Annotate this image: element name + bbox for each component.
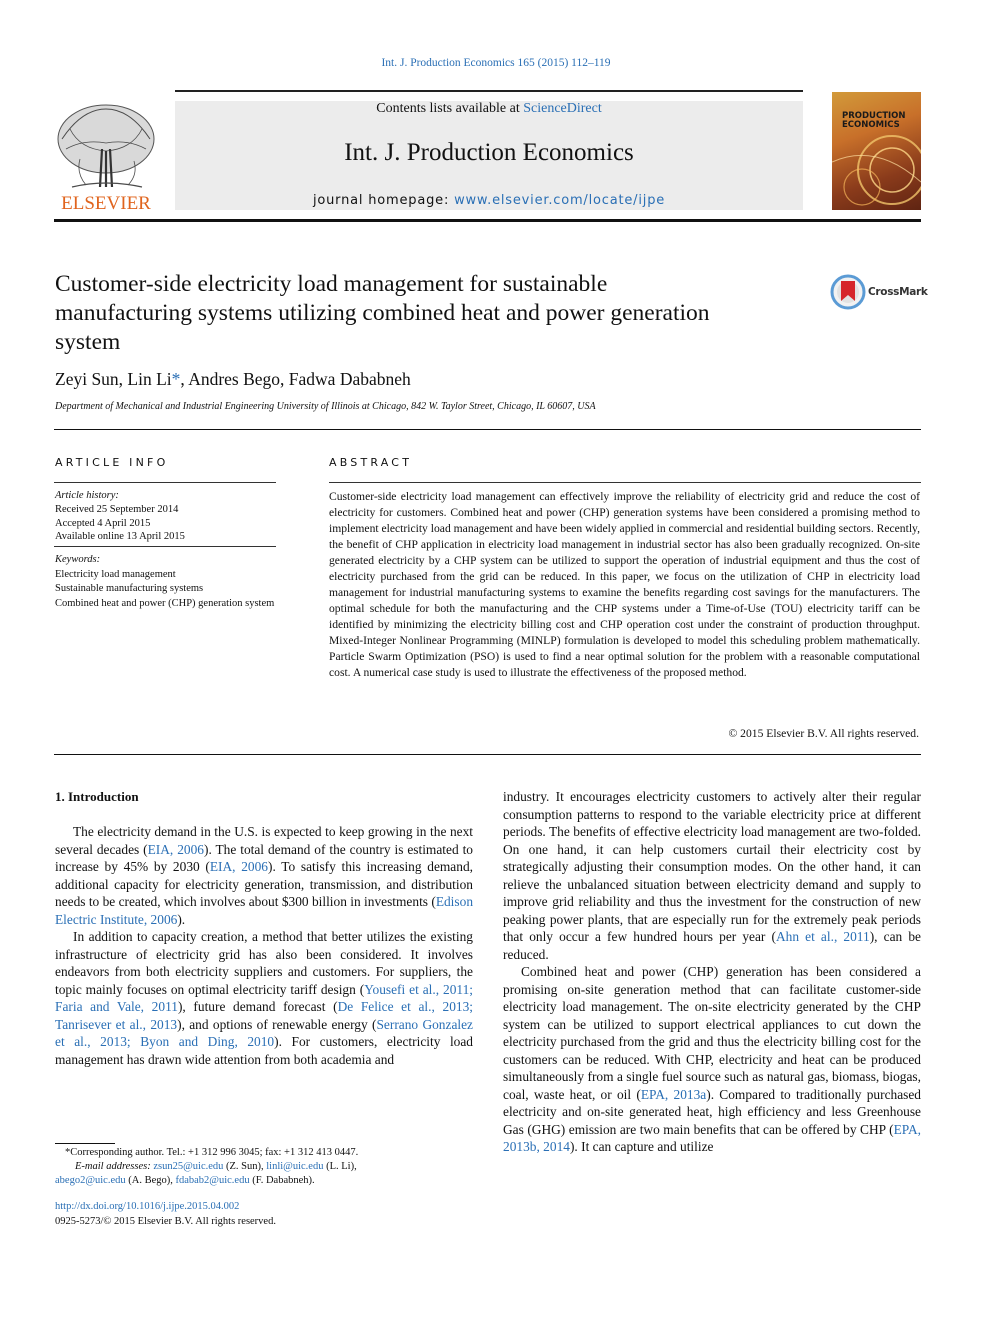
article-title: Customer-side electricity load management for sustainable manufacturing systems utilizing combined heat and power generation system	[55, 271, 710, 355]
body-left-column	[55, 823, 473, 1068]
article-info-heading: ARTICLE INFO	[55, 456, 169, 469]
text-run: In addition to capacity creation, a method that better utilizes the existing infrastructure of electricity grid has also been considered. It involves endeavors from both electricity suppliers and customers. For suppliers, the topic mainly focuses on optimal electricity tariff design (	[55, 929, 473, 997]
text-run: ), can be reduced.	[503, 929, 921, 962]
elsevier-tree-icon	[58, 105, 154, 187]
text-run: ), and options of renewable energy (	[177, 1016, 377, 1032]
email-link[interactable]: zsun25@uic.edu	[153, 1161, 224, 1172]
journal-citation[interactable]: Int. J. Production Economics 165 (2015) 112–119	[381, 57, 611, 69]
text-run: ). Compared to traditionally purchased electricity and on-site generated heat, high efficiency and less Greenhouse Gas (GHG) emission are two main benefits that can be offered by CHP (	[503, 1086, 921, 1137]
citation-link[interactable]: EPA, 2013a	[640, 1086, 707, 1102]
paragraph	[503, 788, 921, 963]
journal-cover[interactable]	[832, 92, 921, 210]
keyword-item: Combined heat and power (CHP) generation system	[55, 597, 275, 609]
sciencedirect-link[interactable]: ScienceDirect	[523, 101, 602, 116]
history-rule	[54, 546, 276, 547]
cover-title	[842, 112, 916, 130]
email-addresses-cont	[55, 1174, 473, 1188]
header-top-rule	[175, 90, 803, 92]
elsevier-wordmark: ELSEVIER	[61, 193, 151, 213]
text-run: ). For customers, electricity load management has drawn wide attention from both academia and	[55, 1034, 474, 1067]
history-label: Article history:	[55, 490, 119, 501]
doi-link[interactable]: http://dx.doi.org/10.1016/j.ijpe.2015.04.002	[55, 1201, 240, 1212]
email-owner: (L. Li),	[323, 1161, 357, 1172]
corresponding-author-note: *Corresponding author. Tel.: +1 312 996 3045; fax: +1 312 413 0447.	[65, 1147, 359, 1158]
email-owner: (F. Dababneh).	[249, 1175, 315, 1186]
authors-after: , Andres Bego, Fadwa Dababneh	[180, 369, 411, 389]
abstract-heading: ABSTRACT	[329, 456, 413, 469]
article-info-rule	[54, 482, 276, 483]
text-run: ).	[177, 911, 186, 927]
corresponding-author-mark[interactable]: *	[171, 369, 181, 389]
citation-link[interactable]: EIA, 2006	[209, 859, 268, 874]
homepage-link[interactable]: www.elsevier.com/locate/ijpe	[454, 193, 666, 208]
email-link[interactable]: abego2@uic.edu	[55, 1175, 126, 1186]
email-addresses	[55, 1160, 473, 1174]
abstract-text: Customer-side electricity load management can effectively improve the reliability of electricity grid and reduce the cost of electricity for customers. Combined heat and power (CHP) generation systems have been considered a promising method to implement electricity load management and have been widely applied in commercial and residential building sectors. Recently, the benefit of CHP application in electricity load management in industrial sector has also been gradually recognized. On-site generated electricity by a CHP system can be utilized to support the operation of industrial equipment and thus the cost of electricity purchased from the grid can be reduced. In this paper, we focus on the utilization of CHP in electricity load management for industrial manufacturing systems to examine the benefits regarding cost savings for the manufacturers. The optimal schedule for both the manufacturing and the CHP systems under a Time-of-Use (TOU) electricity tariff can be identified by minimizing the electricity billing cost and CHP operation cost under the constraint of production throughput. Mixed-Integer Nonlinear Programming (MINLP) formulation is developed to model this scheduling problem mathematically. Particle Swarm Optimization (PSO) is used to find a near optimal solution for the problem with a reasonable computational cost. A numerical case study is used to illustrate the effectiveness of the proposed method.	[329, 490, 920, 679]
journal-homepage	[175, 193, 803, 208]
keyword-item: Sustainable manufacturing systems	[55, 583, 204, 594]
section-heading-introduction: 1. Introduction	[55, 789, 139, 804]
citation-link[interactable]: EPA, 2013b, 2014	[503, 1121, 921, 1154]
text-run: industry. It encourages electricity customers to actively alter their regular consumption patterns to respond to the variable electricity price at different periods. The benefits of effective electricity load management are two-folded. On one hand, it can help customers curtail their electricity cost by strategically adjusting their consumption modes. On the other hand, it can relieve the unbalanced situation between electricity demand and supply to improve grid reliability and thus the investment for the construction of new peaking power plants, that are especially run for the extremely peak periods that only occur a few hundred hours per year (	[503, 789, 921, 944]
text-run: ), future demand forecast (	[177, 999, 338, 1014]
title-bottom-rule	[54, 429, 921, 430]
crossmark-icon	[830, 274, 866, 310]
abstract-bottom-rule	[54, 754, 921, 755]
header-bottom-rule	[54, 219, 921, 222]
email-link[interactable]: linli@uic.edu	[266, 1161, 324, 1172]
affiliation: Department of Mechanical and Industrial Engineering University of Illinois at Chicago, 842 W. Taylor Street, Chicago, IL 60607, USA	[55, 401, 596, 412]
contents-line	[175, 101, 803, 117]
paragraph	[55, 823, 473, 928]
crossmark-label: CrossMark	[868, 286, 928, 298]
history-accepted: Accepted 4 April 2015	[55, 517, 151, 529]
elsevier-logo[interactable]	[52, 99, 160, 213]
paragraph	[55, 928, 473, 1068]
homepage-prefix: journal homepage:	[312, 193, 455, 208]
article-history	[55, 489, 277, 544]
email-link[interactable]: fdabab2@uic.edu	[175, 1175, 250, 1186]
crossmark-badge[interactable]	[830, 274, 930, 312]
citation-link[interactable]: Edison Electric Institute, 2006	[55, 894, 474, 927]
text-run: Combined heat and power (CHP) generation has been considered a promising on-site generation method that can facilitate customer-side electricity load management. The on-site electricity generated by the CHP system can be utilized to support electrical appliances to cut down the electricity purchased from the grid and thus the electricity billing cost for the customers can be reduced. With CHP, electricity and heat can be produced simultaneously from a single fuel source such as natural gas, biomass, biogas, coal, waste heat, or oil (	[503, 964, 921, 1102]
email-owner: (Z. Sun),	[223, 1161, 267, 1172]
citation-link[interactable]: De Felice et al., 2013; Tanrisever et al., 2013	[55, 999, 473, 1032]
cover-line-2: ECONOMICS	[842, 120, 900, 130]
cover-art-icon	[832, 92, 921, 210]
citation-link[interactable]: Ahn et al., 2011	[775, 929, 870, 944]
abstract-rule	[329, 482, 921, 483]
keywords-label: Keywords:	[55, 554, 101, 565]
citation-link[interactable]: EIA, 2006	[147, 841, 204, 857]
paragraph	[503, 963, 921, 1156]
text-run: ). It can capture and utilize	[569, 1139, 714, 1154]
citation-link[interactable]: Serrano Gonzalez et al., 2013; Byon and Ding, 2010	[55, 1016, 473, 1049]
contents-prefix: Contents lists available at	[376, 101, 524, 116]
text-run: ). The total demand of the country is estimated to increase by 45% by 2030 (	[55, 841, 473, 874]
authors-before: Zeyi Sun, Lin Li	[55, 369, 172, 389]
citation-link[interactable]: Yousefi et al., 2011; Faria and Vale, 2011	[55, 981, 473, 1014]
keyword-item: Electricity load management	[55, 568, 176, 580]
footnote-rule	[55, 1143, 115, 1144]
journal-title: Int. J. Production Economics	[344, 139, 634, 166]
footnote	[55, 1146, 473, 1188]
text-run: ). To satisfy this increasing demand, additional capacity for electricity generation, transmission, and distribution needs to be created, which involves about $300 billion in investments (	[55, 859, 473, 909]
body-right-column	[503, 788, 921, 1156]
email-label: E-mail addresses:	[75, 1161, 154, 1172]
history-online: Available online 13 April 2015	[55, 531, 185, 543]
text-run: The electricity demand in the U.S. is expected to keep growing in the next several decades (	[55, 824, 473, 857]
cover-line-1: PRODUCTION	[842, 111, 906, 121]
abstract-copyright: © 2015 Elsevier B.V. All rights reserved.	[728, 727, 919, 740]
keywords	[55, 553, 277, 610]
email-owner: (A. Bego),	[125, 1175, 176, 1186]
issn-copyright: 0925-5273/© 2015 Elsevier B.V. All rights reserved.	[55, 1216, 276, 1227]
authors	[55, 369, 411, 390]
history-received: Received 25 September 2014	[55, 503, 179, 515]
